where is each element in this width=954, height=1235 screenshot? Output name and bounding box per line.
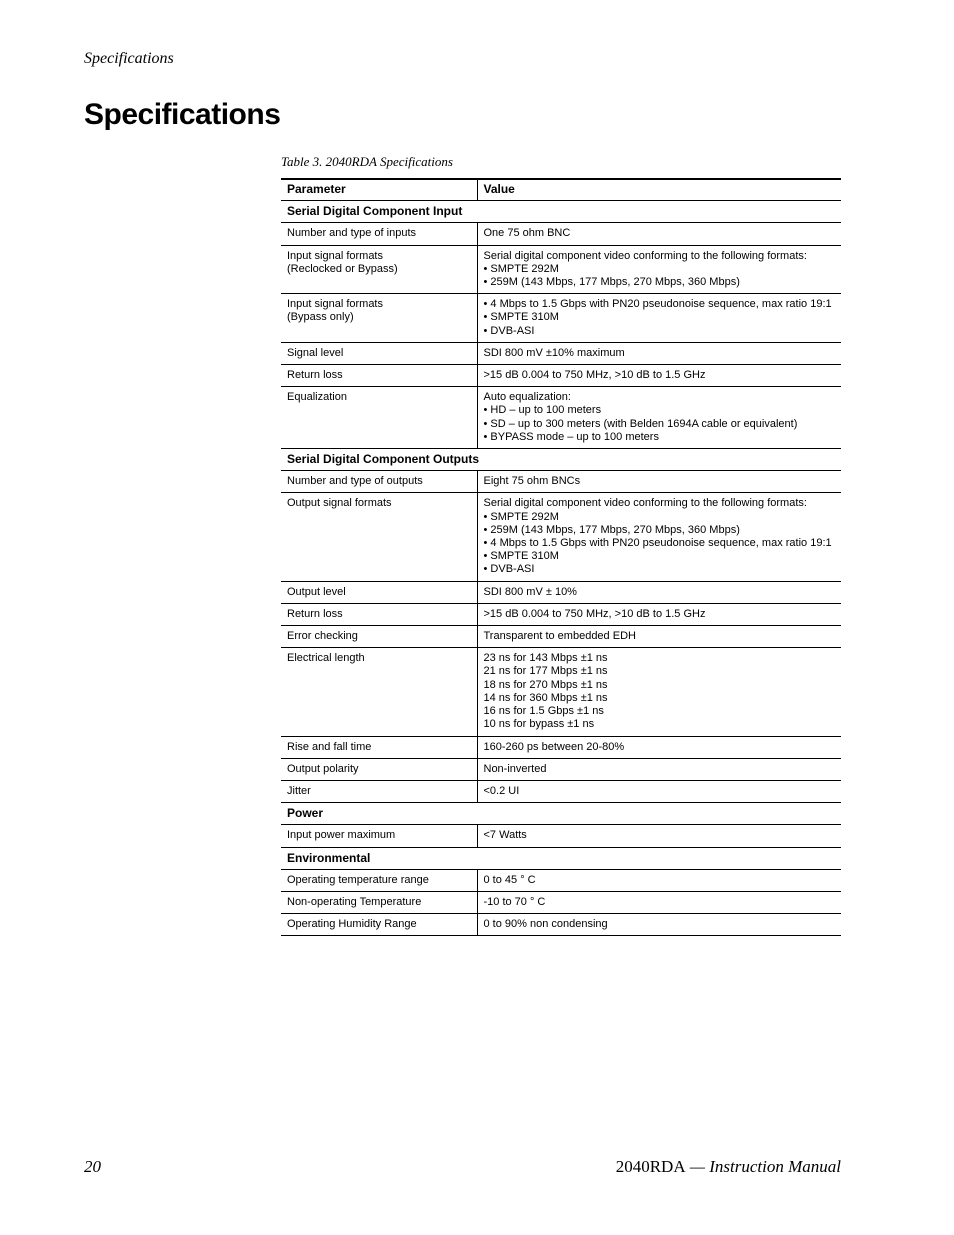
parameter-text: Operating temperature range	[287, 873, 429, 886]
section-heading: Serial Digital Component Input	[281, 201, 841, 223]
value-text: Eight 75 ohm BNCs	[483, 475, 581, 488]
parameter-text: Return loss	[287, 369, 343, 382]
table-row	[281, 648, 841, 736]
value-cell	[477, 342, 841, 364]
parameter-text: Number and type of inputs	[287, 227, 417, 240]
value-text: • SMPTE 310M	[483, 550, 559, 563]
value-text: >15 dB 0.004 to 750 MHz, >10 dB to 1.5 GHz	[483, 369, 706, 382]
value-text: Serial digital component video conforming to the following formats:	[483, 497, 807, 510]
section-row	[281, 847, 841, 869]
value-text: • SMPTE 292M	[483, 262, 559, 275]
parameter-text: Return loss	[287, 607, 343, 620]
table-row	[281, 780, 841, 802]
parameter-text: Operating Humidity Range	[287, 918, 417, 931]
value-text: <0.2 UI	[483, 784, 520, 797]
table-row	[281, 493, 841, 581]
value-text: • DVB-ASI	[483, 563, 535, 576]
table-header-row	[281, 179, 841, 201]
value-text: Serial digital component video conforming to the following formats:	[483, 249, 807, 262]
value-text: • SMPTE 292M	[483, 510, 559, 523]
parameter-cell	[281, 825, 477, 847]
parameter-cell	[281, 581, 477, 603]
value-cell	[477, 914, 841, 936]
parameter-cell	[281, 365, 477, 387]
table-row	[281, 869, 841, 891]
table-row	[281, 581, 841, 603]
value-text: 0 to 90% non condensing	[483, 918, 608, 931]
value-cell	[477, 758, 841, 780]
value-cell	[477, 245, 841, 294]
value-text: One 75 ohm BNC	[483, 227, 571, 240]
section-row	[281, 803, 841, 825]
running-head: Specifications	[84, 50, 174, 67]
value-cell	[477, 825, 841, 847]
parameter-cell	[281, 342, 477, 364]
value-text: • 259M (143 Mbps, 177 Mbps, 270 Mbps, 360 Mbps)	[483, 523, 740, 536]
value-cell	[477, 626, 841, 648]
parameter-text: Output polarity	[287, 762, 359, 775]
table-row	[281, 603, 841, 625]
value-text: • DVB-ASI	[483, 324, 535, 337]
value-cell	[477, 223, 841, 245]
table-row	[281, 365, 841, 387]
parameter-cell	[281, 626, 477, 648]
parameter-cell	[281, 648, 477, 736]
value-text: 14 ns for 360 Mbps ±1 ns	[483, 691, 608, 704]
value-cell	[477, 603, 841, 625]
value-text: -10 to 70 ° C	[483, 895, 546, 908]
value-text: 18 ns for 270 Mbps ±1 ns	[483, 678, 608, 691]
value-text: SDI 800 mV ±10% maximum	[483, 346, 625, 359]
column-header-parameter: Parameter	[281, 179, 477, 201]
parameter-text: Input signal formats	[287, 298, 383, 311]
parameter-text: Input power maximum	[287, 829, 396, 842]
parameter-cell	[281, 294, 477, 343]
table-body	[281, 201, 841, 936]
value-text: <7 Watts	[483, 829, 527, 842]
value-text: • BYPASS mode – up to 100 meters	[483, 430, 659, 443]
parameter-text: Output level	[287, 585, 346, 598]
section-heading: Environmental	[281, 847, 841, 869]
parameter-cell	[281, 758, 477, 780]
page-title: Specifications	[84, 98, 281, 131]
table-row	[281, 626, 841, 648]
table-row	[281, 914, 841, 936]
value-text: Auto equalization:	[483, 391, 571, 404]
table-caption: Table 3. 2040RDA Specifications	[281, 154, 453, 169]
footer-separator: —	[685, 1157, 710, 1176]
specifications-table	[281, 178, 841, 936]
table-row	[281, 825, 841, 847]
parameter-text: Error checking	[287, 630, 358, 643]
parameter-text: (Reclocked or Bypass)	[287, 262, 398, 275]
footer-product: 2040RDA	[615, 1157, 686, 1176]
parameter-text: Number and type of outputs	[287, 475, 423, 488]
parameter-cell	[281, 245, 477, 294]
parameter-cell	[281, 223, 477, 245]
table-row	[281, 342, 841, 364]
parameter-cell	[281, 387, 477, 449]
value-cell	[477, 493, 841, 581]
section-row	[281, 449, 841, 471]
value-cell	[477, 891, 841, 913]
value-text: • HD – up to 100 meters	[483, 404, 602, 417]
parameter-text: Electrical length	[287, 652, 365, 665]
value-text: • SD – up to 300 meters (with Belden 1694A cable or equivalent)	[483, 417, 798, 430]
page-number: 20	[84, 1157, 101, 1176]
table-row	[281, 294, 841, 343]
table-row	[281, 891, 841, 913]
value-text: • 4 Mbps to 1.5 Gbps with PN20 pseudonoise sequence, max ratio 19:1	[483, 537, 832, 550]
value-text: Non-inverted	[483, 762, 547, 775]
table-row	[281, 245, 841, 294]
value-cell	[477, 780, 841, 802]
parameter-text: Jitter	[287, 784, 311, 797]
value-text: 0 to 45 ° C	[483, 873, 536, 886]
parameter-cell	[281, 493, 477, 581]
value-text: 16 ns for 1.5 Gbps ±1 ns	[483, 705, 604, 718]
section-row	[281, 201, 841, 223]
table-row	[281, 736, 841, 758]
value-cell	[477, 365, 841, 387]
parameter-cell	[281, 471, 477, 493]
value-text: • SMPTE 310M	[483, 311, 559, 324]
value-text: >15 dB 0.004 to 750 MHz, >10 dB to 1.5 GHz	[483, 607, 706, 620]
value-text: • 4 Mbps to 1.5 Gbps with PN20 pseudonoise sequence, max ratio 19:1	[483, 298, 832, 311]
footer-manual-title	[616, 1157, 841, 1177]
table-row	[281, 387, 841, 449]
value-cell	[477, 294, 841, 343]
value-cell	[477, 471, 841, 493]
value-cell	[477, 387, 841, 449]
value-text: 10 ns for bypass ±1 ns	[483, 718, 595, 731]
column-header-value: Value	[477, 179, 841, 201]
section-heading: Serial Digital Component Outputs	[281, 449, 841, 471]
parameter-cell	[281, 891, 477, 913]
parameter-text: Rise and fall time	[287, 740, 372, 753]
value-text: SDI 800 mV ± 10%	[483, 585, 577, 598]
parameter-text: Equalization	[287, 391, 347, 404]
parameter-cell	[281, 780, 477, 802]
parameter-text: (Bypass only)	[287, 311, 354, 324]
parameter-cell	[281, 736, 477, 758]
table-row	[281, 471, 841, 493]
parameter-text: Input signal formats	[287, 249, 383, 262]
value-text: 21 ns for 177 Mbps ±1 ns	[483, 665, 608, 678]
parameter-cell	[281, 914, 477, 936]
table-row	[281, 223, 841, 245]
footer-manual-name: Instruction Manual	[709, 1157, 841, 1176]
value-cell	[477, 869, 841, 891]
parameter-cell	[281, 869, 477, 891]
parameter-text: Output signal formats	[287, 497, 392, 510]
table-row	[281, 758, 841, 780]
value-text: Transparent to embedded EDH	[483, 630, 636, 643]
value-text: 23 ns for 143 Mbps ±1 ns	[483, 652, 608, 665]
value-text: 160-260 ps between 20-80%	[483, 740, 625, 753]
value-cell	[477, 736, 841, 758]
section-heading: Power	[281, 803, 841, 825]
value-text: • 259M (143 Mbps, 177 Mbps, 270 Mbps, 360 Mbps)	[483, 276, 740, 289]
parameter-text: Non-operating Temperature	[287, 895, 422, 908]
parameter-cell	[281, 603, 477, 625]
value-cell	[477, 581, 841, 603]
parameter-text: Signal level	[287, 346, 344, 359]
value-cell	[477, 648, 841, 736]
